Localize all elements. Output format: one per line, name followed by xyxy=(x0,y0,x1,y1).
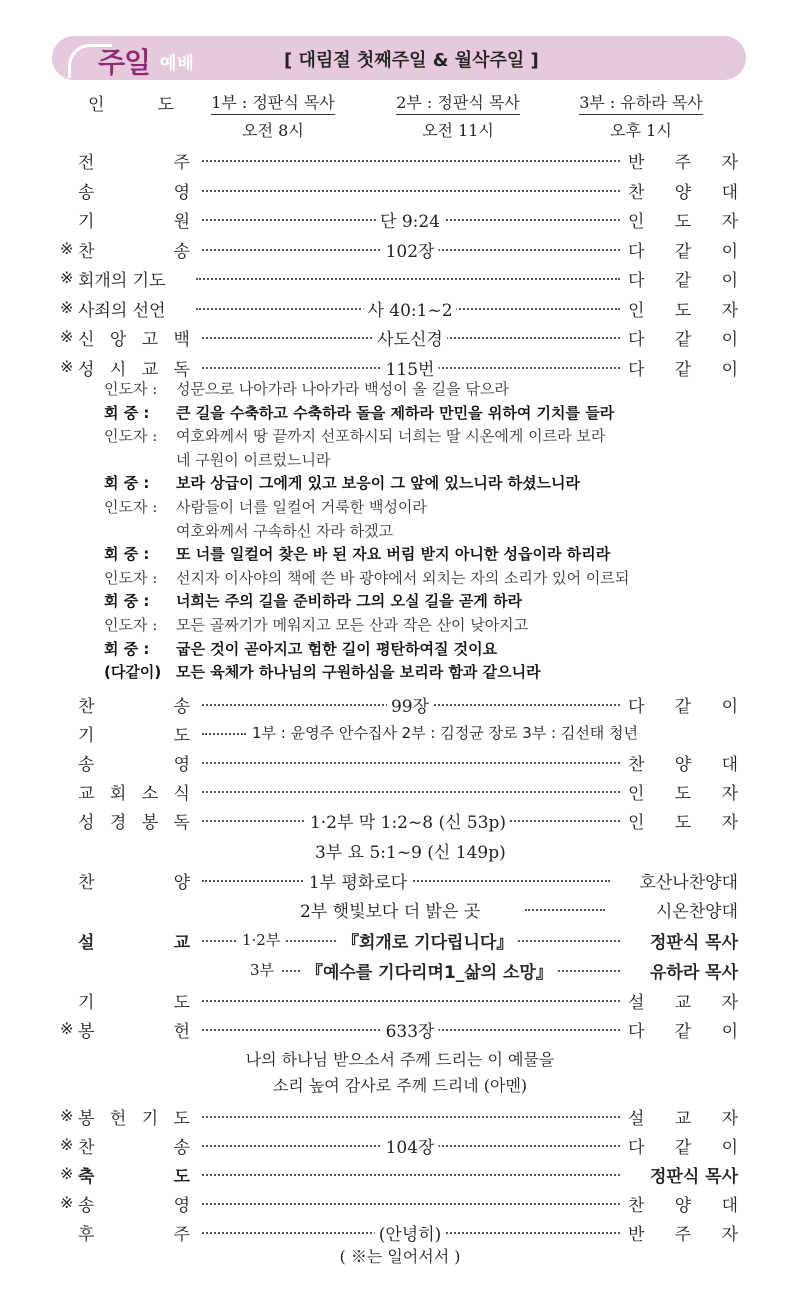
order-detail: 사도신경 xyxy=(373,325,447,350)
order-row-news xyxy=(0,779,800,805)
order-performer: 찬 양 대 xyxy=(628,1196,738,1216)
preacher-name: 정판식 목사 xyxy=(649,933,738,953)
service-1-time: 오전 8시 xyxy=(242,121,304,140)
dot-leader xyxy=(202,1203,620,1205)
dot-leader xyxy=(202,1116,620,1118)
reading-speaker: 인도자 : xyxy=(104,616,158,634)
order-detail: 사 40:1~2 xyxy=(363,296,456,321)
order-row-sermon-2 xyxy=(0,958,800,984)
order-detail: 99장 xyxy=(387,692,433,717)
order-row-postlude xyxy=(0,1220,800,1246)
order-row xyxy=(0,325,800,351)
order-performer: 다 같 이 xyxy=(628,271,738,291)
lead-label: 인 도 xyxy=(88,95,174,115)
reading-speaker: 인도자 : xyxy=(104,380,158,398)
dot-leader xyxy=(525,909,605,911)
order-performer: 설 교 자 xyxy=(628,993,738,1013)
order-label: 기 원 xyxy=(78,212,190,232)
reading-text: 선지자 이사야의 책에 쓴 바 광야에서 외치는 자의 소리가 있어 이르되 xyxy=(176,569,630,587)
order-detail: 1부 평화로다 xyxy=(305,868,411,893)
order-row-offering xyxy=(0,1017,800,1043)
reading-text: 사람들이 너를 일컬어 거룩한 백성이라 xyxy=(176,498,427,516)
order-performer: 인 도 자 xyxy=(628,784,738,804)
reading-text: 굽은 것이 곧아지고 험한 길이 평탄하여질 것이요 xyxy=(176,640,498,658)
standing-mark: ※ xyxy=(60,327,74,346)
order-detail: (안녕히) xyxy=(375,1220,446,1245)
order-row xyxy=(0,296,800,322)
reading-text: 네 구원이 이르렀느니라 xyxy=(176,451,331,469)
order-label: 축 도 xyxy=(78,1167,190,1187)
order-label: 기 도 xyxy=(78,993,190,1013)
dot-leader xyxy=(202,791,620,793)
order-performer: 다 같 이 xyxy=(628,360,738,380)
order-performer: 인 도 자 xyxy=(628,813,738,833)
order-label: 송 영 xyxy=(78,755,190,775)
order-detail: 104장 xyxy=(382,1133,439,1158)
order-row-reading xyxy=(0,808,800,834)
order-label: 찬 양 xyxy=(78,873,190,893)
dot-leader xyxy=(202,190,620,192)
order-label: 성 시 교 독 xyxy=(78,360,190,380)
order-performer: 시온찬양대 xyxy=(655,902,738,922)
service-2-leader: 2부 : 정판식 목사 xyxy=(396,90,520,115)
order-performer: 찬 양 대 xyxy=(628,183,738,203)
service-3-leader: 3부 : 유하라 목사 xyxy=(579,90,703,115)
service-1 xyxy=(198,90,348,141)
dot-leader xyxy=(202,762,620,764)
offering-lyrics-line: 소리 높여 감사로 주께 드리네 (아멘) xyxy=(272,1076,528,1095)
order-row-song xyxy=(0,750,800,776)
order-performer: 반 주 자 xyxy=(628,1225,738,1245)
standing-mark: ※ xyxy=(60,298,74,317)
preacher-name: 유하라 목사 xyxy=(649,963,738,983)
dot-leader xyxy=(202,1174,620,1176)
order-detail: 2부 햇빛보다 더 밝은 곳 xyxy=(300,897,484,922)
reading-speaker: (다같이) xyxy=(104,663,162,681)
order-detail: 1·2부 막 1:2~8 (신 53p) xyxy=(306,808,510,833)
service-3 xyxy=(566,90,716,141)
reading-speaker: 인도자 : xyxy=(104,569,158,587)
order-row-sermon xyxy=(0,928,800,954)
service-2-time: 오전 11시 xyxy=(422,121,494,140)
footnote: ( ※는 일어서서 ) xyxy=(339,1247,461,1266)
offering-lyrics-line: 나의 하나님 받으소서 주께 드리는 이 예물을 xyxy=(245,1050,555,1069)
dot-leader xyxy=(196,278,620,280)
logo-text-main: 주일 xyxy=(98,46,151,79)
order-row xyxy=(0,266,800,292)
order-detail: 3부 요 5:1~9 (신 149p) xyxy=(315,843,506,863)
worship-logo xyxy=(68,40,218,79)
order-row-hymn-2 xyxy=(0,1133,800,1159)
order-performer: 다 같 이 xyxy=(628,1022,738,1042)
standing-mark: ※ xyxy=(60,268,74,287)
order-performer: 인 도 자 xyxy=(628,212,738,232)
logo-text-sub: 예배 xyxy=(160,54,195,74)
order-row-anthem xyxy=(0,868,800,894)
reading-speaker: 회 중 : xyxy=(104,545,150,563)
dot-leader xyxy=(202,733,246,735)
order-row-benediction xyxy=(0,1162,800,1188)
reading-speaker: 회 중 : xyxy=(104,474,150,492)
service-1-leader: 1부 : 정판식 목사 xyxy=(211,90,335,115)
order-row-hymn xyxy=(0,692,800,718)
order-row-offering-prayer xyxy=(0,1104,800,1130)
sermon-service: 1·2부 xyxy=(238,929,284,950)
standing-mark: ※ xyxy=(60,1106,74,1125)
service-3-time: 오후 1시 xyxy=(610,121,672,140)
order-label: 봉 헌 xyxy=(78,1022,190,1042)
order-row xyxy=(0,237,800,263)
service-2 xyxy=(383,90,533,141)
order-row-doxology xyxy=(0,1191,800,1217)
order-row xyxy=(0,178,800,204)
order-label: 찬 송 xyxy=(78,242,190,262)
standing-mark: ※ xyxy=(60,1164,74,1183)
order-row xyxy=(0,207,800,233)
sermon-title: 『회개로 기다립니다』 xyxy=(338,928,517,953)
order-performer: 호산나찬양대 xyxy=(639,873,738,893)
sermon-title: 『예수를 기다리며1_삶의 소망』 xyxy=(302,958,557,983)
reading-speaker: 회 중 : xyxy=(104,640,150,658)
standing-mark: ※ xyxy=(60,1019,74,1038)
order-label: 찬 송 xyxy=(78,1138,190,1158)
order-performer: 반 주 자 xyxy=(628,153,738,173)
order-performer: 다 같 이 xyxy=(628,697,738,717)
order-performer: 다 같 이 xyxy=(628,242,738,262)
reading-text: 또 너를 일컬어 찾은 바 된 자요 버림 받지 아니한 성읍이라 하리라 xyxy=(176,545,611,563)
order-label: 봉 헌 기 도 xyxy=(78,1109,190,1129)
reading-text: 여호와께서 땅 끝까지 선포하시되 너희는 딸 시온에게 이르라 보라 xyxy=(176,427,606,445)
sermon-service: 3부 xyxy=(246,959,278,980)
order-label: 신 앙 고 백 xyxy=(78,330,190,350)
standing-mark: ※ xyxy=(60,357,74,376)
order-detail: 102장 xyxy=(382,237,439,262)
order-label: 기 도 xyxy=(78,726,190,746)
order-label: 성 경 봉 독 xyxy=(78,813,190,833)
order-row-prayer xyxy=(0,721,800,747)
order-label: 송 영 xyxy=(78,183,190,203)
order-label: 후 주 xyxy=(78,1225,190,1245)
reading-speaker: 회 중 : xyxy=(104,592,150,610)
order-label: 교 회 소 식 xyxy=(78,784,190,804)
reading-text: 성문으로 나아가라 나아가라 백성이 올 길을 닦으라 xyxy=(176,380,509,398)
reading-text: 큰 길을 수축하고 수축하라 돌을 제하라 만민을 위하여 기치를 들라 xyxy=(176,404,615,422)
order-label: 찬 송 xyxy=(78,697,190,717)
order-performer: 다 같 이 xyxy=(628,1138,738,1158)
prayer-leaders: 1부 : 윤영주 안수집사 2부 : 김정균 장로 3부 : 김선태 청년 xyxy=(252,724,639,742)
dot-leader xyxy=(202,160,620,162)
page-title: [ 대림절 첫째주일 & 월삭주일 ] xyxy=(284,50,539,71)
order-row xyxy=(0,148,800,174)
standing-mark: ※ xyxy=(60,1135,74,1154)
reading-text: 여호와께서 구속하신 자라 하겠고 xyxy=(176,522,394,540)
reading-text: 모든 골짜기가 메워지고 모든 산과 작은 산이 낮아지고 xyxy=(176,616,529,634)
standing-mark: ※ xyxy=(60,1193,74,1212)
reading-speaker: 회 중 : xyxy=(104,404,150,422)
reading-text: 보라 상급이 그에게 있고 보응이 그 앞에 있느니라 하셨느니라 xyxy=(176,474,581,492)
reading-text: 너희는 주의 길을 준비하라 그의 오실 길을 곧게 하라 xyxy=(176,592,523,610)
standing-mark: ※ xyxy=(60,239,74,258)
order-performer: 찬 양 대 xyxy=(628,755,738,775)
order-label: 송 영 xyxy=(78,1196,190,1216)
order-label: 전 주 xyxy=(78,153,190,173)
reading-speaker: 인도자 : xyxy=(104,427,158,445)
reading-text: 모든 육체가 하나님의 구원하심을 보리라 함과 같으니라 xyxy=(176,663,541,681)
reading-speaker: 인도자 : xyxy=(104,498,158,516)
order-performer: 설 교 자 xyxy=(628,1109,738,1129)
order-label: 사죄의 선언 xyxy=(78,301,166,321)
order-detail: 633장 xyxy=(382,1017,439,1042)
order-detail: 단 9:24 xyxy=(376,207,444,232)
order-row-prayer-2 xyxy=(0,988,800,1014)
order-label: 회개의 기도 xyxy=(78,271,166,291)
dot-leader xyxy=(202,1000,620,1002)
order-performer: 다 같 이 xyxy=(628,330,738,350)
order-row-anthem-2 xyxy=(0,897,800,923)
order-performer: 인 도 자 xyxy=(628,301,738,321)
order-detail: 115번 xyxy=(382,355,439,380)
order-row-reading-3 xyxy=(0,838,800,864)
order-label: 설 교 xyxy=(78,933,190,953)
benediction-minister: 정판식 목사 xyxy=(649,1167,738,1187)
